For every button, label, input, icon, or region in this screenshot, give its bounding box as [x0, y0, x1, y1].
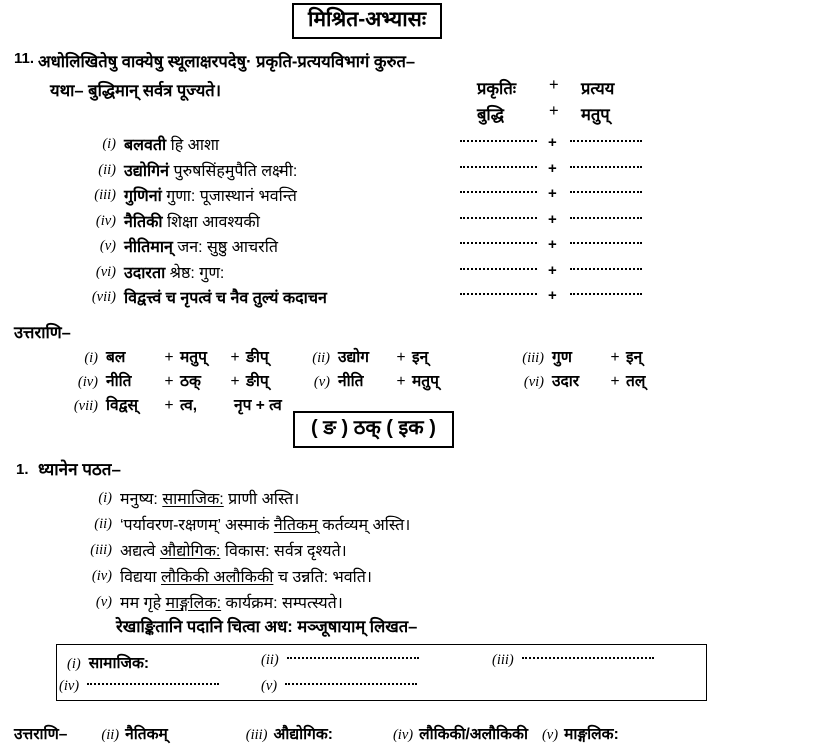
instruction-text: रेखाङ्कितानि पदानि चित्वा अध: मञ्जूषायाम् लिखत– [116, 618, 418, 636]
final-answer-number: (iv) [392, 727, 414, 743]
sentence-text: गुणिनां गुणा: पूजास्थानं भवन्ति [124, 188, 297, 205]
plus-sign: + [548, 210, 557, 228]
sentence-number: (ii) [98, 161, 116, 178]
manjusha-answer-box [56, 644, 707, 701]
answer-box-cell[interactable] [59, 677, 219, 695]
final-answer-number: (v) [541, 727, 559, 743]
column-header-plus: + [549, 76, 559, 94]
sentence-text: उदारता श्रेष्ठ: गुण: [124, 264, 225, 282]
underlined-word: माङ्गलिक: [165, 595, 222, 612]
section-1-number: 1. [16, 461, 29, 478]
answer-box-number: (v) [261, 678, 278, 694]
answer-operator: + [396, 373, 406, 390]
reading-sentence-text: मम गृहे माङ्गलिक: कार्यक्रम: सम्पत्स्यते। [120, 595, 343, 612]
sentence-text: बलवती हि आशा [124, 137, 220, 154]
plus-sign: + [548, 159, 557, 177]
answer-number: (v) [313, 374, 330, 390]
plus-sign: + [548, 236, 557, 253]
reading-sentence-row [0, 487, 813, 513]
prakriti-blank[interactable] [460, 293, 537, 295]
sentence-number: (i) [102, 136, 116, 152]
answer-operator: + [164, 373, 174, 390]
reading-sentence-number: (iii) [90, 542, 112, 558]
example-pratyaya-value: मतुप् [581, 106, 610, 124]
plus-sign: + [548, 185, 557, 202]
sentence-number: (vii) [91, 289, 116, 305]
answer-base: विद्वस् [106, 397, 139, 414]
reading-sentence-text: अद्यत्वे औद्योगिक: विकास: सर्वत्र दृश्यते। [120, 543, 347, 560]
answer-base: नीति [338, 373, 364, 390]
answer-operator: + [164, 397, 174, 414]
reading-sentence-number: (iv) [91, 568, 112, 584]
reading-sentence-list [0, 487, 813, 617]
answer-box-blank[interactable] [287, 657, 419, 659]
pratyaya-blank[interactable] [570, 166, 642, 168]
answer-box-blank[interactable] [522, 657, 654, 659]
answer-box-number: (ii) [261, 652, 279, 668]
answer-suffix: मतुप् [180, 349, 207, 366]
answer-box-blank[interactable] [285, 683, 417, 685]
answer-box-row [57, 645, 706, 673]
reading-sentence-number: (v) [95, 594, 112, 610]
answer-box-number: (iv) [59, 678, 80, 694]
reading-sentence-text: ‘पर्यावरण-रक्षणम्’ अस्माकं नैतिकम् कर्तव्यम् अस्ति। [120, 517, 411, 534]
answer-number: (iii) [522, 350, 544, 366]
final-answer-value: औद्योगिक: [273, 726, 333, 743]
page-title-box: मिश्रित-अभ्यासः [292, 3, 442, 39]
answer-number: (vi) [523, 374, 544, 390]
answer-cell [284, 345, 456, 367]
final-answer-value: नैतिकम् [125, 726, 168, 743]
answer-cell [284, 369, 456, 391]
prakriti-blank[interactable] [460, 242, 537, 244]
answer-operator: + [164, 349, 174, 366]
sentence-row [0, 286, 813, 312]
pratyaya-blank[interactable] [570, 242, 642, 244]
final-answer-number: (ii) [101, 727, 120, 743]
sentence-number: (vi) [95, 263, 116, 280]
sentence-text: नैतिकी शिक्षा आवश्यकी [124, 213, 260, 231]
answer-box-cell[interactable] [261, 677, 417, 695]
underlined-word: लौकिकी अलौकिकी [161, 569, 274, 586]
example-plus-sign: + [549, 102, 559, 120]
final-answer-number: (iii) [245, 727, 268, 743]
answer-row [0, 345, 813, 369]
sentence-text: नीतिमान् जन: सुष्ठु आचरति [124, 239, 278, 256]
prakriti-blank[interactable] [460, 191, 537, 193]
sentence-number: (iv) [95, 212, 116, 229]
sentence-number: (v) [99, 238, 116, 254]
answer-box-cell[interactable] [492, 651, 654, 669]
answer-extra: नृप + त्व [234, 397, 282, 414]
answer-cell [498, 345, 670, 367]
answer-number: (vii) [73, 398, 98, 414]
answer-suffix: त्व, [180, 397, 198, 414]
reading-sentence-number: (ii) [94, 516, 112, 532]
sentence-number: (iii) [94, 187, 116, 203]
answer-base: उद्योग [338, 349, 370, 366]
answer-suffix: इन् [626, 349, 643, 366]
pratyaya-blank[interactable] [570, 140, 642, 142]
prakriti-blank[interactable] [460, 217, 537, 219]
final-answer-item [542, 722, 619, 744]
answer-base: गुण [552, 349, 572, 366]
answer-operator: + [610, 349, 620, 366]
answer-box-number: (i) [67, 656, 81, 672]
pratyaya-blank[interactable] [570, 293, 642, 295]
final-answer-item [101, 722, 167, 744]
answer-cell [52, 393, 282, 415]
reading-sentence-row [0, 513, 813, 539]
column-header-prakriti: प्रकृतिः [477, 80, 517, 98]
question-11-prompt: अधोलिखितेषु वाक्येषु स्थूलाक्षरपदेषु· प्रकृति-प्रत्ययविभागं कुरुत– [38, 53, 416, 71]
answer-base: उदार [552, 373, 580, 390]
answer-operator-2: + [230, 349, 240, 366]
sentence-text: उद्योगिनं पुरुषसिंहमुपैति लक्ष्मी: [124, 162, 298, 180]
answer-suffix: ठक् [180, 373, 201, 390]
answer-number: (i) [84, 350, 98, 366]
example-prakriti-value: बुद्धि [477, 106, 504, 124]
pratyaya-blank[interactable] [570, 217, 642, 219]
sentence-row [0, 133, 813, 159]
answers-heading-1: उत्तराणि– [14, 324, 71, 342]
pratyaya-blank[interactable] [570, 268, 642, 270]
prakriti-blank[interactable] [460, 140, 537, 142]
sentence-row [0, 159, 813, 185]
answer-base: नीति [106, 373, 132, 390]
sentence-list [0, 133, 813, 312]
answers-heading-label: उत्तराणि– [14, 726, 68, 743]
reading-sentence-row [0, 539, 813, 565]
answer-suffix: इन् [412, 349, 429, 366]
sentence-text: विद्वत्त्वं च नृपत्वं च नैव तुल्यं कदाचन [124, 290, 327, 307]
answers-heading-2 [14, 722, 619, 744]
sentence-row [0, 184, 813, 210]
answer-box-number: (iii) [492, 652, 514, 668]
prakriti-blank[interactable] [460, 268, 537, 270]
sentence-row [0, 261, 813, 287]
answer-cell [52, 369, 290, 391]
question-11-example: यथा– बुद्धिमान् सर्वत्र पूज्यते। [50, 82, 221, 100]
pratyaya-blank[interactable] [570, 191, 642, 193]
final-answer-value: माङ्गलिक: [564, 726, 619, 743]
reading-sentence-row [0, 565, 813, 591]
reading-sentence-text: विद्यया लौकिकी अलौकिकी च उन्नति: भवति। [120, 569, 372, 586]
final-answer-item [393, 722, 528, 744]
answer-row [0, 369, 813, 393]
answer-suffix-2: ङीप् [246, 349, 269, 366]
sentence-row [0, 235, 813, 261]
underlined-word: नैतिकम् [273, 517, 318, 534]
answer-box-value: सामाजिक: [88, 655, 150, 672]
reading-sentence-text: मनुष्य: सामाजिक: प्राणी अस्ति। [120, 491, 300, 508]
question-11-number: 11. [14, 50, 35, 67]
answers-grid-1 [0, 345, 813, 417]
underlined-word: सामाजिक: [162, 491, 224, 508]
plus-sign: + [548, 134, 557, 151]
answer-suffix-2: ङीप् [246, 373, 269, 390]
answer-suffix: तल् [626, 373, 646, 390]
answer-cell [498, 369, 670, 391]
prakriti-blank[interactable] [460, 166, 537, 168]
reading-sentence-number: (i) [98, 490, 112, 506]
column-header-pratyaya: प्रत्यय [581, 80, 615, 98]
answer-box-cell[interactable] [67, 651, 149, 673]
answer-suffix: मतुप् [412, 373, 439, 390]
answer-number: (iv) [77, 374, 98, 390]
answer-base: बल [106, 349, 126, 366]
sentence-row [0, 210, 813, 236]
answer-box-row [57, 673, 706, 701]
section-title-box: ( ङ ) ठक् ( इक ) [293, 411, 454, 448]
answer-cell [52, 345, 290, 367]
final-answer-item [246, 722, 333, 744]
plus-sign: + [548, 287, 557, 304]
answer-operator: + [396, 349, 406, 366]
answer-box-cell[interactable] [261, 651, 419, 669]
answer-operator-2: + [230, 373, 240, 390]
answer-operator: + [610, 373, 620, 390]
section-1-title: ध्यानेन पठत– [38, 460, 121, 479]
underlined-word: औद्योगिक: [159, 543, 221, 560]
final-answer-value: लौकिकी/अलौकिकी [419, 726, 528, 743]
answer-number: (ii) [312, 350, 330, 366]
answer-box-blank[interactable] [87, 683, 219, 685]
plus-sign: + [548, 261, 557, 279]
